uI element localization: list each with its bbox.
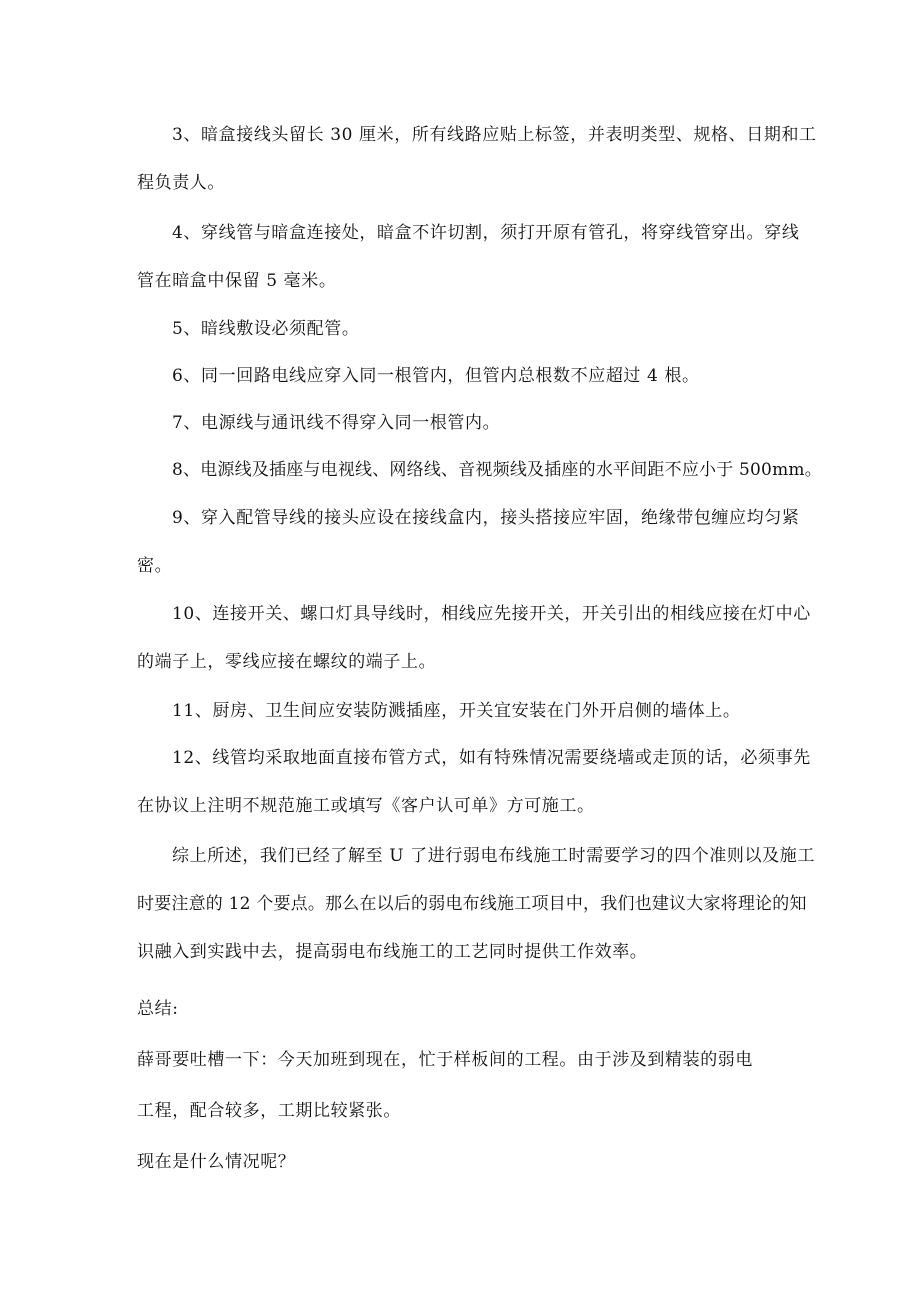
item-12-line-2: 在协议上注明不规范施工或填写《客户认可单》方可施工。	[137, 796, 595, 816]
item-8: 8、电源线及插座与电视线、网络线、音视频线及插座的水平间距不应小于 500mm。	[172, 460, 822, 480]
item-9-line-2: 密。	[137, 556, 173, 576]
closing-line-3: 现在是什么情况呢？	[137, 1152, 296, 1172]
item-12-line-1: 12、线管均采取地面直接布管方式，如有特殊情况需要绕墙或走顶的话，必须事先	[172, 748, 811, 768]
item-11: 11、厨房、卫生间应安装防溅插座，开关宜安装在门外开启侧的墙体上。	[172, 701, 741, 721]
closing-line-2: 工程，配合较多，工期比较紧张。	[137, 1101, 401, 1121]
item-7: 7、电源线与通讯线不得穿入同一根管内。	[172, 413, 501, 433]
conclusion-label: 总结:	[137, 999, 179, 1019]
item-10-line-2: 的端子上，零线应接在螺纹的端子上。	[137, 652, 437, 672]
summary-line-2: 时要注意的 12 个要点。那么在以后的弱电布线施工项目中，我们也建议大家将理论的知	[137, 894, 807, 914]
summary-line-3: 识融入到实践中去，提高弱电布线施工的工艺同时提供工作效率。	[137, 942, 648, 962]
item-6: 6、同一回路电线应穿入同一根管内，但管内总根数不应超过 4 根。	[172, 366, 700, 386]
item-3-line-1: 3、暗盒接线头留长 30 厘米，所有线路应贴上标签，并表明类型、规格、日期和工	[172, 125, 817, 145]
item-10-line-1: 10、连接开关、螺口灯具导线时，相线应先接开关，开关引出的相线应接在灯中心	[172, 604, 811, 624]
item-4-line-2: 管在暗盒中保留 5 毫米。	[137, 271, 337, 291]
item-9-line-1: 9、穿入配管导线的接头应设在接线盒内，接头搭接应牢固，绝缘带包缠应均匀紧	[172, 508, 800, 528]
summary-line-1: 综上所述，我们已经了解至 U 了进行弱电布线施工时需要学习的四个准则以及施工	[172, 846, 815, 866]
item-5: 5、暗线敷设必须配管。	[172, 319, 360, 339]
item-3-line-2: 程负责人。	[137, 173, 225, 193]
closing-line-1: 薛哥要吐槽一下：今天加班到现在，忙于样板间的工程。由于涉及到精装的弱电	[137, 1050, 753, 1070]
item-4-line-1: 4、穿线管与暗盒连接处，暗盒不许切割，须打开原有管孔，将穿线管穿出。穿线	[172, 223, 800, 243]
